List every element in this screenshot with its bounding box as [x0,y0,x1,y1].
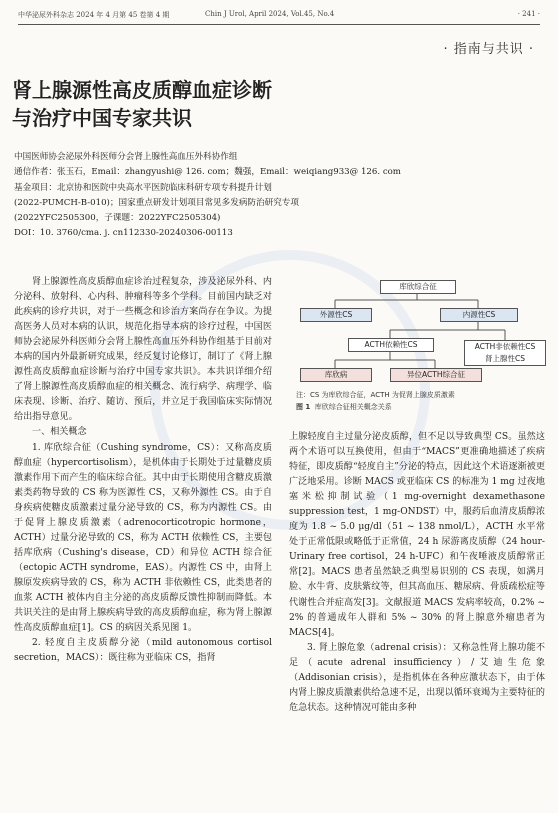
paragraph-adrenal-crisis: 3. 肾上腺危象（adrenal crisis）：又称急性肾上腺功能不足（acute adrenal insufficiency）/艾迪生危象（Addisonian crisis），是指机体在各种应激状态下，由于体内肾上腺皮质激素供给急速不足，出现以循环衰竭为主要特征的危急状态。这种情况可能由多种 [289,642,545,713]
box-acth-independent [464,340,546,366]
right-column [289,430,545,808]
paragraph-macs-start: 2. 轻度自主皮质醇分泌（mild autonomous cortisol secretion，MACS）：既往称为亚临床 CS，指肾 [14,638,272,664]
box-acth-independent-line-1: ACTH非依赖性CS [474,342,536,351]
article-title-line-2: 与治疗中国专家共识 [12,106,192,130]
journal-header-en: Chin J Urol, April 2024, Vol.45, No.4 [205,10,335,18]
journal-header-cn: 中华泌尿外科杂志 2024 年 4 月第 45 卷第 4 期 [18,11,170,19]
figure-caption-text: 库欣综合征相关概念关系 [314,403,392,411]
funding-line-1: 基金项目：北京协和医院中央高水平医院临床科研专项专科提升计划 [14,182,272,193]
box-cushing-syndrome: 库欣综合征 [380,280,456,294]
box-internal-cs: 内源性CS [440,308,518,322]
left-column [14,275,272,805]
author-group: 中国医师协会泌尿外科医师分会肾上腺性高血压外科协作组 [14,152,238,162]
funding-line-3: (2022YFC2505300，子课题：2022YFC2505304) [14,213,221,224]
box-ectopic-acth: 异位ACTH综合征 [390,368,482,382]
abstract-paragraph: 肾上腺源性高皮质醇血症诊治过程复杂，涉及泌尿外科、内分泌科、放射科、心内科、肿瘤科等多个学科。目前国内缺乏对此疾病的诊疗共识，对于一些概念和诊治方案尚存在争议。为提高医务人员对本病的认识，规范化指导本病的诊疗过程，中国医师协会泌尿外科医师分会肾上腺性高血压外科协作组基于目前对本病的国内外最新研究成果，经反复讨论修订，制订了《肾上腺源性高皮质醇血症诊断与治疗中国专家共识》。本共识详细介绍了肾上腺源性高皮质醇血症的相关概念、流行病学、病理学、临床表现、诊断、治疗、随访、预后，并立足于我国临床实际情况给出指导意见。 [14,277,272,423]
doi: DOI：10. 3760/cma. j. cn112330-20240306-00113 [14,228,233,239]
figure-caption-label: 图 1 [296,403,311,411]
corresponding-authors: 通信作者：张玉石，Email：zhangyushi@ 126. com；魏强，Email：weiqiang933@ 126. com [14,167,401,178]
box-acth-dependent: ACTH依赖性CS [348,338,434,352]
paragraph-macs-cont: 上腺轻度自主过量分泌皮质醇，但不足以导致典型 CS。虽然这两个术语可以互换使用，但由于“MACS”更准确地描述了疾病特征，即皮质醇“轻度自主”分泌的特点，因此这个术语逐渐被更广泛地采用。诊断 MACS 或亚临床 CS 的标准为 1 mg 过夜地塞米松抑制试验（1 mg-overnight dexamethasone suppression test，1 mg-ONDST）中，服药后血清皮质醇浓度为 1.8 ~ 5.0 μg/dl（51 ~ 138 nmol/L），ACTH 水平常处于正常低限或略低于正常值，24 h 尿游离皮质醇（24 hour-Urinary free cortisol，24 h-UFC）和午夜唾液皮质醇常正常[2]。MACS 患者虽然缺乏典型易识别的 CS 表现，如满月脸、水牛背、皮肤紫纹等，但其高血压、糖尿病、骨质疏松症等代谢性合并症高发[3]。文献报道 MACS 发病率较高，0.2% ~ 2% 的普通成年人群和 5% ~ 30% 的肾上腺意外瘤患者为 MACS[4]。 [289,432,545,638]
figure-1 [290,278,544,418]
header-rule [18,24,540,25]
section-title: · 指南与共识 · [443,42,534,57]
article-title-line-1: 肾上腺源性高皮质醇血症诊断 [12,78,272,102]
article-meta [14,150,544,242]
section-heading: 一、相关概念 [32,427,87,438]
box-acth-independent-line-2: 肾上腺性CS [485,354,525,363]
page-number: · 241 · [517,10,540,18]
figure-caption [296,402,546,413]
paragraph-cushing: 1. 库欣综合征（Cushing syndrome，CS）：又称高皮质醇血症（hypercortisolism），是机体由于长期处于过量糖皮质激素作用下而产生的临床综合征。其中由于长期使用含糖皮质激素类药物导致的 CS 称为医源性 CS，又称外源性 CS。由于自身疾病使糖皮质激素过量分泌导致的 CS，称为内源性 CS。由于促肾上腺皮质激素（adrenocorticotropic hormone，ACTH）过量分泌导致的 CS，称为 ACTH 依赖性 CS，主要包括库欣病（Cushing's disease，CD）和异位 ACTH 综合征（ectopic ACTH syndrome，EAS）。内源性 CS 中，由肾上腺原发疾病导致的 CS，称为 ACTH 非依赖性 CS，此类患者的血浆 ACTH 被体内自主分泌的高皮质醇反馈性抑制而降低。本共识关注的是由肾上腺疾病导致的高皮质醇血症，称为肾上腺源性高皮质醇血症[1]。CS 的病因关系见图 1。 [14,442,272,634]
box-cushing-disease: 库欣病 [300,368,372,382]
funding-line-2: (2022-PUMCH-B-010)；国家重点研发计划项目常见多发病防治研究专项 [14,197,299,208]
figure-note: 注：CS 为库欣综合征，ACTH 为促肾上腺皮质激素 [296,391,455,399]
box-external-cs: 外源性CS [300,308,372,322]
